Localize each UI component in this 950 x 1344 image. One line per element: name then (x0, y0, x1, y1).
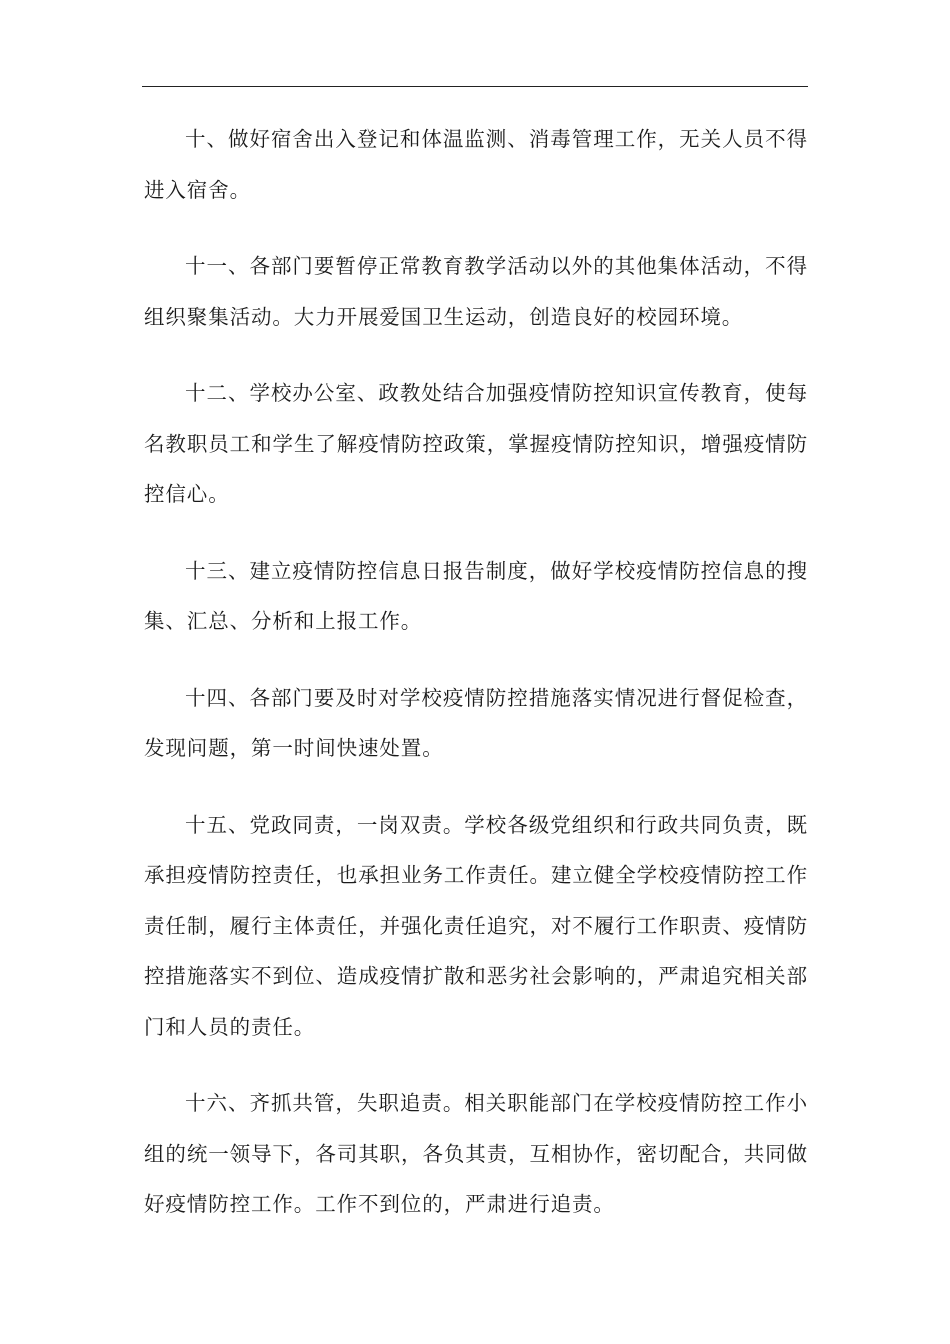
paragraph-15: 十五、党政同责，一岗双责。学校各级党组织和行政共同负责，既承担疫情防控责任，也承担业务工作责任。建立健全学校疫情防控工作责任制，履行主体责任，并强化责任追究，对不履行工作职责、疫情防控措施落实不到位、造成疫情扩散和恶劣社会影响的，严肃追究相关部门和人员的责任。 (144, 812, 808, 1039)
paragraph-13: 十三、建立疫情防控信息日报告制度，做好学校疫情防控信息的搜集、汇总、分析和上报工作。 (144, 558, 808, 633)
document-body (144, 114, 808, 1256)
header-rule (142, 86, 808, 87)
paragraph-12: 十二、学校办公室、政教处结合加强疫情防控知识宣传教育，使每名教职员工和学生了解疫情防控政策，掌握疫情防控知识，增强疫情防控信心。 (144, 381, 808, 506)
paragraph-16: 十六、齐抓共管，失职追责。相关职能部门在学校疫情防控工作小组的统一领导下，各司其职，各负其责，互相协作，密切配合，共同做好疫情防控工作。工作不到位的，严肃进行追责。 (144, 1091, 808, 1216)
paragraph-11: 十一、各部门要暂停正常教育教学活动以外的其他集体活动，不得组织聚集活动。大力开展爱国卫生运动，创造良好的校园环境。 (144, 254, 808, 329)
paragraph-14: 十四、各部门要及时对学校疫情防控措施落实情况进行督促检查，发现问题，第一时间快速处置。 (144, 685, 808, 760)
paragraph-10: 十、做好宿舍出入登记和体温监测、消毒管理工作，无关人员不得进入宿舍。 (144, 127, 808, 202)
